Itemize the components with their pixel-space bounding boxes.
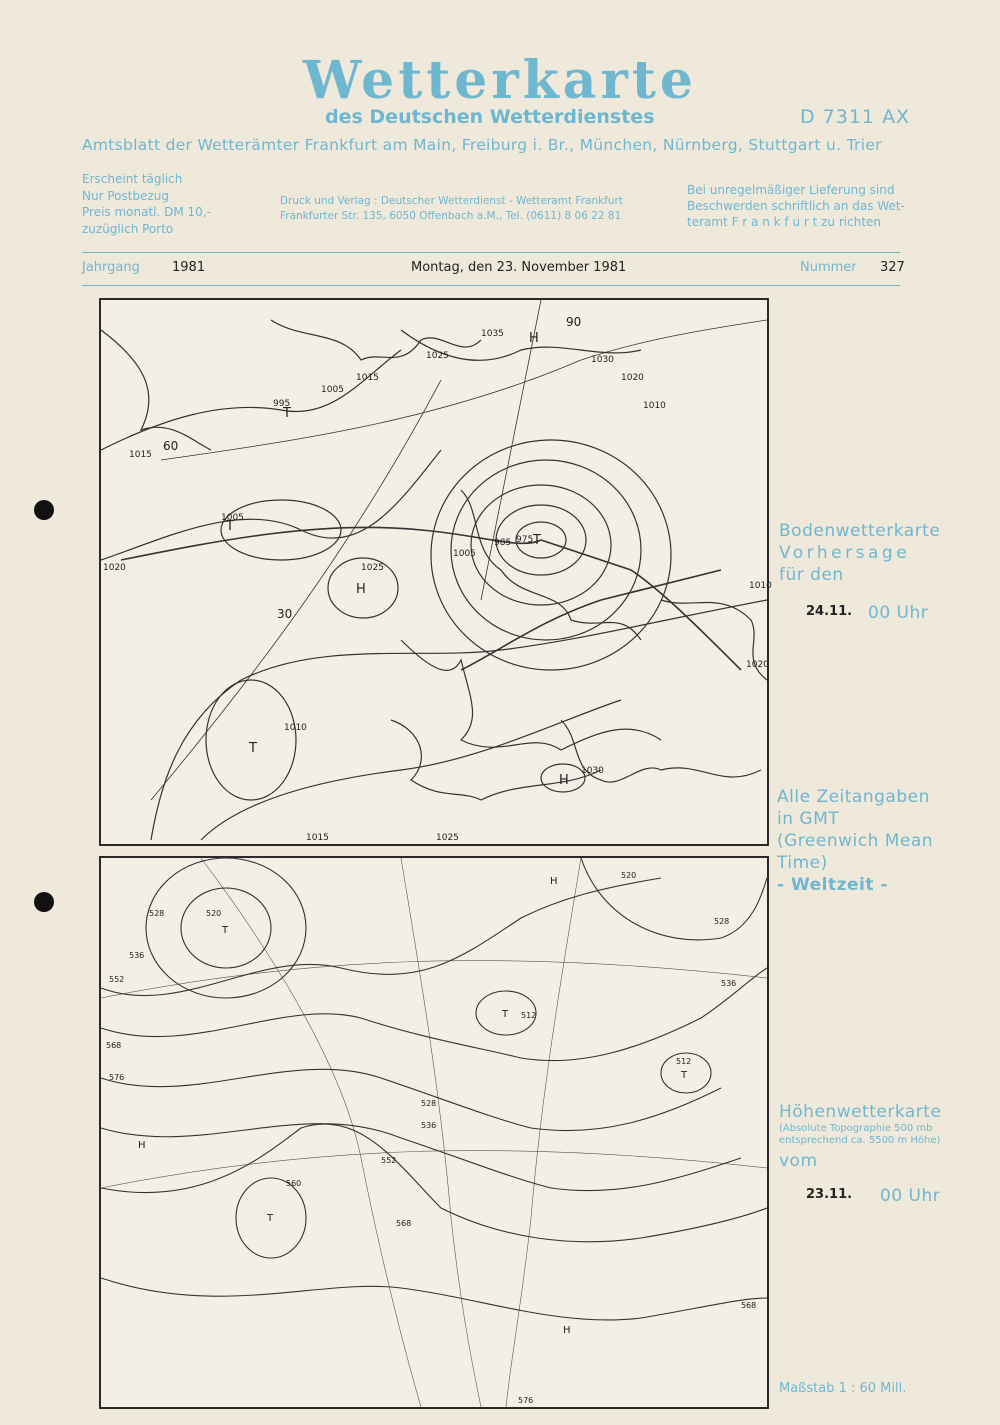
upper-map-vom: vom bbox=[779, 1151, 818, 1171]
newspaper-subtitle: des Deutschen Wetterdienstes bbox=[325, 106, 655, 128]
upper-map-detail: (Absolute Topographie 500 mb entsprechend ca. 5500 m Höhe) bbox=[779, 1123, 941, 1146]
isobar-label: 1020 bbox=[103, 563, 126, 573]
graticule bbox=[101, 961, 767, 998]
publisher-info: Druck und Verlag : Deutscher Wetterdienst - Wetteramt Frankfurt Frankfurter Str. 135, 6050 Offenbach a.M., Tel. (0611) 8 06 22 81 bbox=[280, 195, 623, 222]
header-rule-bottom bbox=[82, 285, 900, 286]
isobar-label: 1010 bbox=[284, 723, 307, 733]
isobar-label: 1015 bbox=[129, 450, 152, 460]
contour-label: 576 bbox=[518, 1396, 534, 1405]
contour-label: 568 bbox=[396, 1219, 412, 1228]
center-high: H bbox=[138, 1140, 146, 1151]
isobar-1005-west bbox=[221, 500, 341, 560]
jahrgang-label: Jahrgang bbox=[82, 260, 140, 275]
contour-label: 520 bbox=[621, 871, 637, 880]
contour-label: 568 bbox=[106, 1041, 122, 1050]
center-high: H bbox=[529, 331, 539, 346]
isobar-label: 1010 bbox=[749, 581, 772, 591]
map-scale: Maßstab 1 : 60 Mill. bbox=[779, 1381, 907, 1396]
contour-544 bbox=[101, 968, 767, 1061]
punch-hole-top bbox=[34, 500, 54, 520]
center-high: H bbox=[550, 876, 558, 887]
isobar-label: 995 bbox=[273, 399, 291, 409]
graticule bbox=[101, 1151, 767, 1188]
contour-536 bbox=[101, 878, 661, 996]
contour-label: 512 bbox=[676, 1057, 692, 1066]
isobar-label: 1005 bbox=[453, 549, 476, 559]
jahrgang-value: 1981 bbox=[172, 260, 206, 275]
meridian-label: 30 bbox=[277, 607, 293, 621]
isobar-1020-south bbox=[151, 600, 767, 840]
center-low: T bbox=[502, 1009, 509, 1020]
isobar-1015-west bbox=[101, 350, 401, 450]
contour-560 bbox=[101, 1124, 741, 1191]
upper-map-drawing bbox=[101, 858, 767, 1407]
center-low: T bbox=[267, 1213, 274, 1224]
contour-label: 528 bbox=[149, 909, 165, 918]
coastline-arctic bbox=[271, 320, 481, 360]
isobar-1005 bbox=[451, 460, 641, 640]
upper-map-date: 23.11. bbox=[806, 1187, 853, 1202]
isobar-label: 975 bbox=[516, 535, 534, 545]
isobar-label: 1020 bbox=[746, 660, 769, 670]
isobar-label: 1030 bbox=[581, 766, 604, 776]
nummer-label: Nummer bbox=[800, 260, 857, 275]
center-high: H bbox=[563, 1325, 571, 1336]
subscription-info: Erscheint täglich Nur Postbezug Preis monatl. DM 10,- zuzüglich Porto bbox=[82, 172, 211, 236]
isobar-label: 1035 bbox=[481, 329, 504, 339]
isobar-label: 1010 bbox=[643, 401, 666, 411]
contour-label: 552 bbox=[109, 975, 125, 984]
punch-hole-bottom bbox=[34, 892, 54, 912]
contour-label: 552 bbox=[381, 1156, 397, 1165]
isobar-label: 985 bbox=[494, 538, 512, 548]
contour-label: 568 bbox=[741, 1301, 757, 1310]
complaint-info: Bei unregelmäßiger Lieferung sind Beschwerden schriftlich an das Wet- teramt F r a n k f u r t zu richten bbox=[687, 183, 905, 229]
contour-label: 536 bbox=[129, 951, 145, 960]
center-high: H bbox=[356, 582, 366, 597]
nummer-value: 327 bbox=[880, 260, 905, 275]
contour-label: 512 bbox=[521, 1011, 537, 1020]
isobar-label: 1005 bbox=[221, 513, 244, 523]
contour-552 bbox=[101, 1069, 721, 1130]
meridian-label: 90 bbox=[566, 315, 582, 329]
contour-label: 528 bbox=[421, 1099, 437, 1108]
isobar-label: 1025 bbox=[426, 351, 449, 361]
graticule bbox=[401, 858, 481, 1407]
center-low: T bbox=[283, 406, 291, 421]
isobar-label: 1015 bbox=[306, 833, 329, 843]
coastline-greenland bbox=[101, 330, 211, 450]
isobar-1010-low bbox=[206, 680, 296, 800]
surface-map-caption: Bodenwetterkarte Vorhersage für den bbox=[779, 521, 941, 585]
center-low: T bbox=[226, 519, 234, 534]
isobar-label: 1020 bbox=[621, 373, 644, 383]
contour-label: 576 bbox=[109, 1073, 125, 1082]
isobar-label: 1030 bbox=[591, 355, 614, 365]
surface-weather-map bbox=[99, 298, 772, 846]
upper-map-time: 00 Uhr bbox=[880, 1186, 941, 1206]
official-gazette-line: Amtsblatt der Wetterämter Frankfurt am Main, Freiburg i. Br., München, Nürnberg, Stuttgart u. Trier bbox=[82, 136, 882, 154]
contour-label: 536 bbox=[721, 979, 737, 988]
center-low: T bbox=[222, 925, 229, 936]
parallel-60 bbox=[161, 320, 767, 460]
contour-label: 536 bbox=[421, 1121, 437, 1130]
header-rule-top bbox=[82, 252, 900, 253]
isobar-label: 1015 bbox=[356, 373, 379, 383]
contour-576 bbox=[101, 1278, 767, 1320]
issue-date: Montag, den 23. November 1981 bbox=[411, 260, 627, 275]
time-note: Alle Zeitangaben in GMT (Greenwich Mean Time) - Weltzeit - bbox=[777, 787, 934, 895]
isobar-label: 1025 bbox=[361, 563, 384, 573]
surface-map-drawing bbox=[101, 300, 772, 844]
surface-map-time: 00 Uhr bbox=[868, 603, 929, 623]
contour-label: 528 bbox=[714, 917, 730, 926]
isobar-label: 1025 bbox=[436, 833, 459, 843]
center-high: H bbox=[559, 773, 569, 788]
upper-map-caption: Höhenwetterkarte bbox=[779, 1102, 942, 1122]
publication-code: D 7311 AX bbox=[800, 106, 911, 128]
surface-map-date: 24.11. bbox=[806, 604, 853, 619]
isobar-label: 1005 bbox=[321, 385, 344, 395]
contour-label: 560 bbox=[286, 1179, 302, 1188]
center-low: T bbox=[681, 1070, 688, 1081]
contour-568 bbox=[101, 1124, 767, 1242]
upper-air-map bbox=[99, 856, 769, 1409]
contour-520-north bbox=[581, 858, 767, 940]
center-low: T bbox=[249, 741, 257, 756]
newspaper-title: Wetterkarte bbox=[303, 50, 697, 111]
center-low: T bbox=[533, 533, 541, 548]
graticule bbox=[201, 858, 421, 1407]
warm-front bbox=[461, 570, 721, 670]
contour-label: 520 bbox=[206, 909, 222, 918]
isobar-1025-south bbox=[201, 700, 621, 840]
isobar-1020 bbox=[101, 450, 441, 560]
meridian-label: 60 bbox=[163, 439, 179, 453]
